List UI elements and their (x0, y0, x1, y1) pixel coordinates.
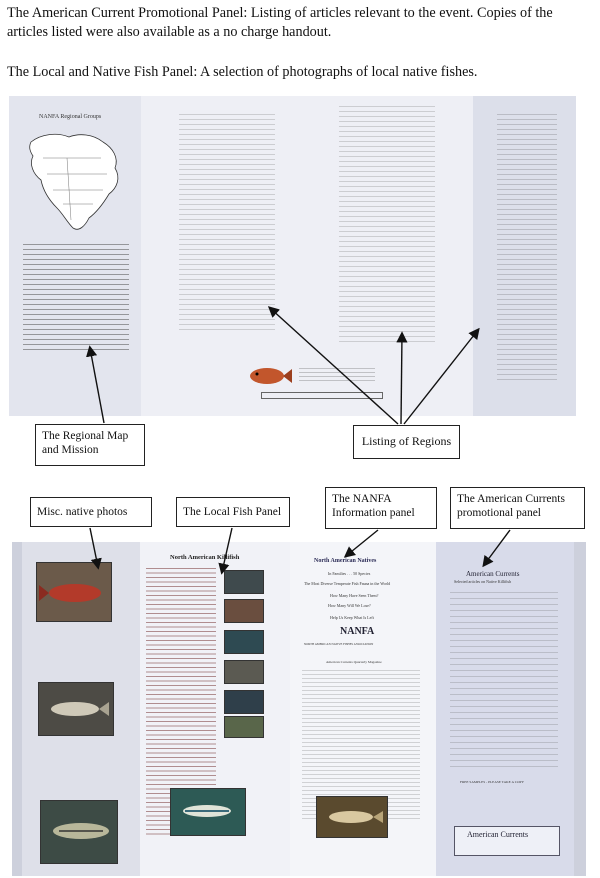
info-line-2: The Most Diverse Temperate Fish Fauna in the World (304, 581, 391, 586)
label-listing-of-regions: Listing of Regions (353, 425, 460, 459)
large-fish-photo-2 (316, 796, 388, 838)
info-org: NORTH AMERICAN NATIVE FISHES ASSOCIATION (304, 642, 374, 646)
arrow-listing-2 (401, 334, 402, 424)
info-brand: NANFA (340, 626, 375, 637)
fish-panel-title: North American Killifish (170, 554, 240, 561)
label-american-currents-panel: The American Currents promotional panel (450, 487, 585, 529)
info-line-1: In Families . . . 50 Species (328, 571, 371, 576)
label-regional-map: The Regional Map and Mission (35, 424, 145, 466)
label-nanfa-info-panel: The NANFA Information panel (325, 487, 437, 529)
ac-title: American Currents (466, 570, 520, 578)
info-pub: American Currents Quarterly Magazine (326, 660, 382, 664)
ac-subtitle: Selected articles on Native Killifish (454, 579, 512, 584)
label-local-fish-panel: The Local Fish Panel (176, 497, 290, 527)
arrow-nanfa-info (346, 530, 378, 556)
info-line-4: How Many Will We Lose? (328, 603, 371, 608)
info-heading: North American Natives (314, 558, 377, 564)
intro-paragraph-american-current: The American Current Promotional Panel: Listing of articles relevant to the event. Copies of the articles listed were also available as a no charge handout. (7, 5, 553, 40)
arrow-local-fish (222, 528, 232, 572)
ac-banner-title: American Currents (467, 830, 529, 839)
arrow-listing-1 (270, 308, 398, 424)
info-line-5: Help Us Keep What Is Left (330, 615, 374, 620)
arrow-misc-photos (90, 528, 98, 567)
intro-paragraph-native-fish: The Local and Native Fish Panel: A selection of photographs of local native fishes. (7, 64, 478, 80)
ac-footer-note: FREE SAMPLES - PLEASE TAKE A COPY (460, 780, 525, 784)
info-line-3: How Many Have Seen Them? (330, 593, 379, 598)
arrow-regional-map (90, 348, 104, 423)
large-fish-photo-1 (170, 788, 246, 836)
arrow-american-currents (484, 530, 510, 565)
label-misc-native-photos: Misc. native photos (30, 497, 152, 527)
arrow-listing-3 (404, 330, 478, 424)
map-panel-title: NANFA Regional Groups (39, 114, 102, 120)
